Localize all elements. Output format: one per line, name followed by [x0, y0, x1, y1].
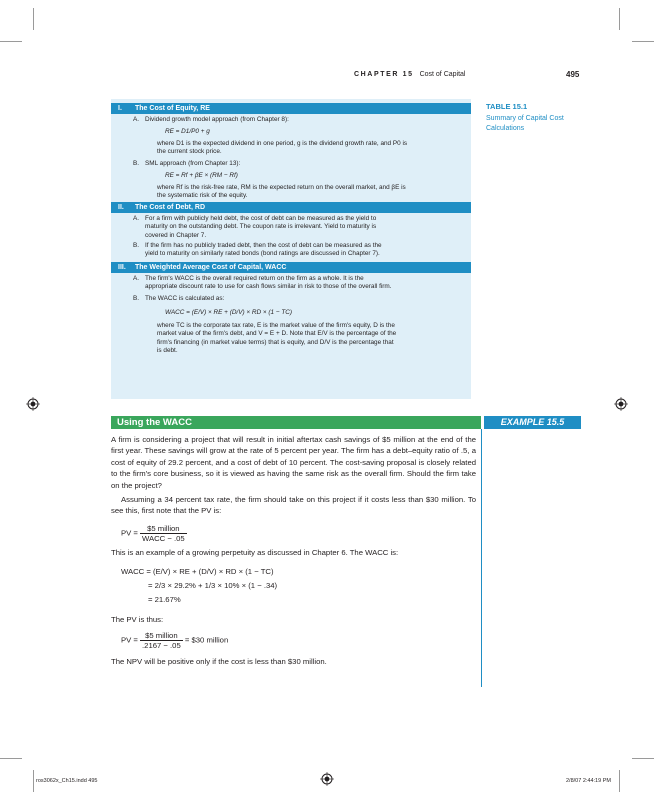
section-header: I. The Cost of Equity, RE: [111, 103, 471, 114]
example-paragraph: A firm is considering a project that will result in initial aftertax cash savings of $5 million at the end of the first year. These savings will grow at the rate of 5 percent per year. The firm has a debt–equity ratio of .5, a cost of equity of 29.2 percent, and a cost of debt of 10 percent. The cost-saving proposal is closely related to the firm's core business, so it is viewed as having the same risk as the overall firm. Should the firm take on the project?: [111, 435, 476, 490]
running-header: [354, 71, 466, 78]
crop-mark: [632, 758, 654, 759]
wacc-equation: = 2/3 × 29.2% + 1/3 × 10% × (1 − .34): [148, 581, 278, 590]
pv-equation: PV = $\frac{\text{\$5 million}}{.2167 - .05}$ = $30 million: [121, 631, 229, 650]
section-title: The Weighted Average Cost of Capital, WACC: [135, 264, 287, 271]
example-title: Using the WACC: [117, 417, 192, 428]
chapter-label: CHAPTER 15: [354, 71, 414, 78]
registration-mark-icon: [26, 397, 40, 411]
file-slug: ros3062x_Ch15.indd 495: [36, 778, 98, 784]
crop-mark: [619, 770, 620, 792]
table-note: where D1 is the expected dividend in one period, g is the dividend growth rate, and P0 is the current stock price.: [157, 140, 408, 156]
section-header: III. The Weighted Average Cost of Capital, WACC: [111, 262, 471, 273]
chapter-title: Cost of Capital: [419, 71, 466, 78]
section-header: II. The Cost of Debt, RD: [111, 202, 471, 213]
section-title: The Cost of Equity, RE: [135, 105, 210, 112]
example-tag: EXAMPLE 15.5: [484, 416, 581, 429]
example-paragraph: This is an example of a growing perpetuity as discussed in Chapter 6. The WACC is:: [111, 548, 399, 557]
crop-mark: [619, 8, 620, 30]
formula: RE = D1/P0 + g: [165, 128, 210, 135]
example-paragraph: The NPV will be positive only if the cost is less than $30 million.: [111, 657, 327, 666]
date-slug: 2/8/07 2:44:19 PM: [566, 778, 611, 784]
crop-mark: [0, 41, 22, 42]
wacc-equation: WACC = (E/V) × RE + (D/V) × RD × (1 − TC): [121, 567, 274, 576]
registration-mark-icon: [614, 397, 628, 411]
registration-mark-icon: [320, 772, 334, 786]
crop-mark: [33, 8, 34, 30]
table-caption: Summary of Capital Cost Calculations: [486, 115, 564, 132]
table-label: TABLE 15.1: [486, 102, 528, 111]
crop-mark: [33, 770, 34, 792]
crop-mark: [0, 758, 22, 759]
section-title: The Cost of Debt, RD: [135, 204, 205, 211]
example-paragraph: Assuming a 34 percent tax rate, the firm should take on this project if it costs less than $30 million. To see this, first note that the PV is:: [111, 495, 476, 516]
wacc-equation: = 21.67%: [148, 595, 181, 604]
example-paragraph: The PV is thus:: [111, 615, 164, 624]
example-rule: [481, 429, 482, 687]
pv-equation: PV = $\frac{\text{\$5 million}}{\text{WACC − .05}}$: [121, 524, 185, 543]
summary-table: I. The Cost of Equity, RE A. Dividend growth model approach (from Chapter 8): RE = D1/P0 + g where D1 is the expected dividend in one period, g is the dividend growth rate, and P0 is the current stock price. B. SML approach (from Chapter 13): RE = Rf + βE × (RM − Rf) where Rf is the risk-free rate, RM is the expected return on the overall market, and βE is the systematic risk of the equity. II. The Cost of Debt, RD A. For a firm with publicly held debt, the cost of debt can be measured as the yield to maturity on the outstanding debt. The coupon rate is irrelevant. Yield to maturity is covered in Chapter 7. B. If the firm has no publicly traded debt, then the cost of debt can be measured as the yield to maturity on similarly rated bonds (bond ratings are discussed in Chapter 7). III. The Weighted Average Cost of Capital, WACC A. The firm's WACC is the overall required return on the firm as a whole. It is the appropriate discount rate to use for cash flows similar in risk to those of the overall firm. B. The WACC is calculated as: WACC = (E/V) × RE + (D/V) × RD × (1 − TC) where TC is the corporate tax rate, E is the market value of the firm's equity, D is the market value of the firm's debt, and V = E + D. Note that E/V is the percentage of the firm's financing (in market value terms) that is equity, and D/V is the percentage that is debt.: [111, 99, 471, 399]
crop-mark: [632, 41, 654, 42]
formula: RE = Rf + βE × (RM − Rf): [165, 172, 238, 179]
formula: WACC = (E/V) × RE + (D/V) × RD × (1 − TC): [165, 309, 293, 316]
page-number: 495: [566, 70, 580, 79]
table-note: where TC is the corporate tax rate, E is the market value of the firm's equity, D is the market value of the firm's debt, and V = E + D. Note that E/V is the percentage of the firm's financing (in market value terms) that is equity, and D/V is the percentage that is debt.: [157, 322, 397, 355]
table-note: where Rf is the risk-free rate, RM is the expected return on the overall market, and βE is the systematic risk of the equity.: [157, 184, 406, 200]
